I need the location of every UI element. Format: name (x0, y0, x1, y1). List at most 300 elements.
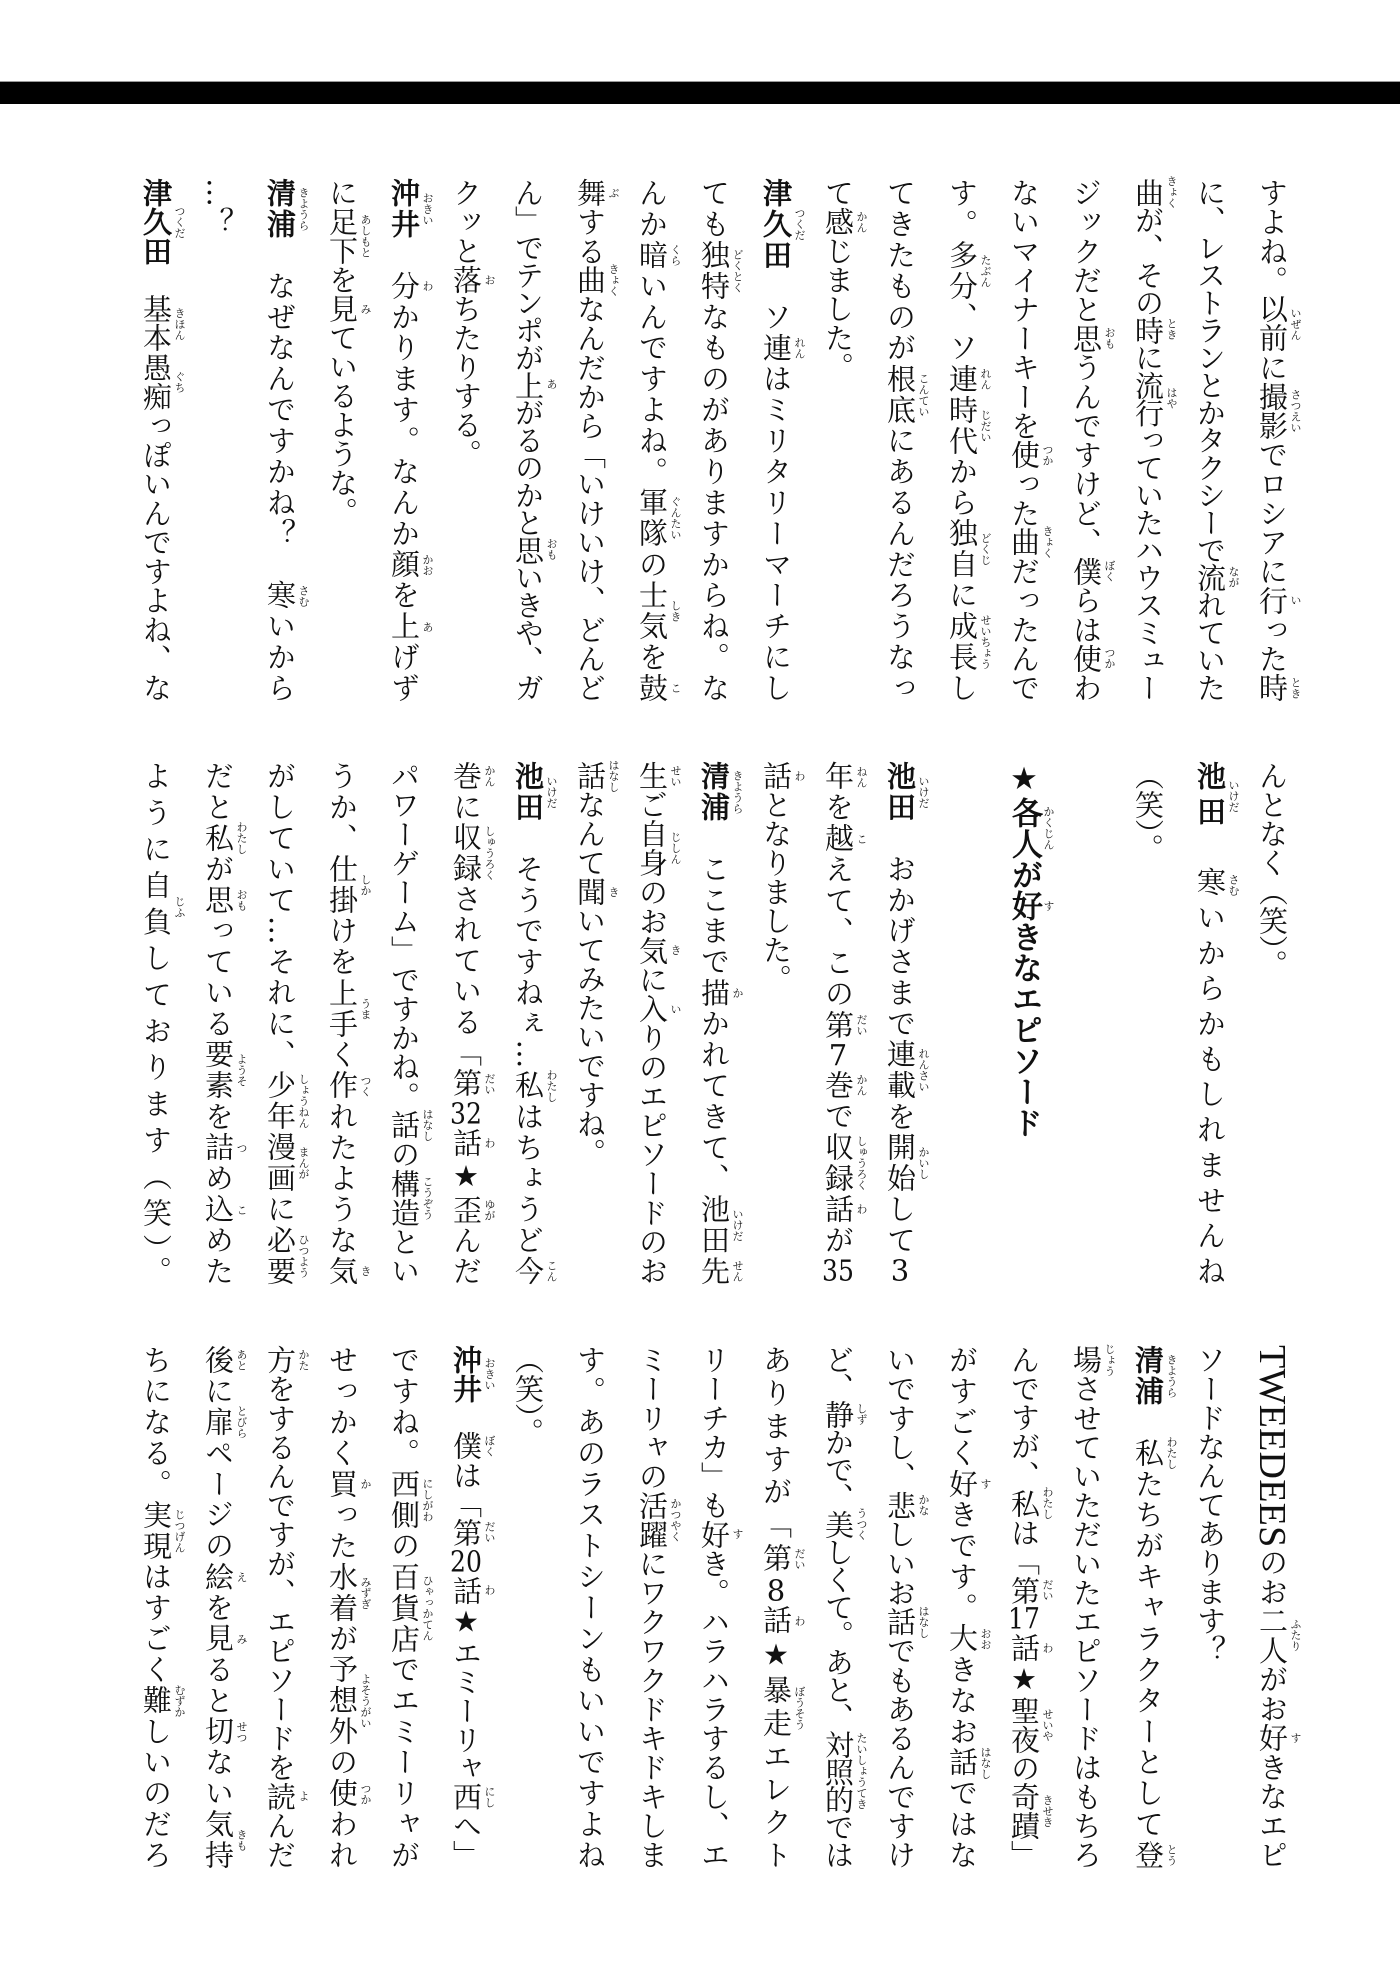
furigana: きようら (1165, 1353, 1178, 1398)
ruby-base: 話 (883, 1607, 917, 1637)
ruby-base: 話 (1007, 1633, 1041, 1663)
ruby-word (325, 977, 372, 1040)
line-content (883, 1345, 930, 1870)
text-line (1055, 178, 1117, 702)
ruby-word (449, 822, 496, 884)
furigana: ねん (855, 765, 868, 788)
ruby-base: 時 (1255, 673, 1289, 703)
text-run: ると (201, 1654, 235, 1717)
text-run: に (1131, 343, 1165, 371)
ruby-word (449, 1128, 496, 1159)
ruby-word (945, 1623, 992, 1655)
speaker-name (449, 1345, 496, 1403)
ruby-word (1007, 1695, 1054, 1754)
furigana: い (1289, 594, 1302, 606)
text-line (807, 178, 869, 702)
text-run: ありますが「 (759, 1345, 793, 1543)
text-run: っていたハウスミュー (1131, 425, 1165, 701)
text-run: はすごく (139, 1561, 173, 1686)
furigana: おお (979, 1627, 992, 1650)
text-line (621, 761, 683, 1285)
line-content (697, 761, 744, 1287)
text-run: うか、 (325, 761, 359, 854)
ruby-base: 上 (387, 611, 421, 643)
ruby-base: 津久田 (759, 178, 793, 271)
text-run: ここまで (697, 822, 731, 978)
text-run: ★ (1006, 761, 1042, 797)
ruby-word (821, 823, 868, 855)
furigana: ぼく (1103, 560, 1116, 583)
line-content (635, 178, 682, 704)
furigana: だい (483, 1072, 496, 1095)
furigana: とき (1165, 318, 1178, 341)
ruby-word (573, 759, 620, 792)
ruby-base: 連載 (883, 1039, 917, 1102)
ruby-word (449, 1782, 496, 1812)
ruby-base: 思 (201, 884, 235, 916)
ruby-base: 独自 (945, 518, 979, 581)
ruby-base: 曲 (1007, 527, 1041, 557)
ruby-base: 生 (635, 761, 669, 791)
upright-number: 32 (450, 1099, 482, 1129)
ruby-base: 水着 (325, 1561, 359, 1624)
text-run: った (1255, 614, 1289, 674)
ruby-base: 上 (511, 370, 545, 398)
ruby-base: 私 (1131, 1437, 1165, 1469)
line-content (821, 1345, 868, 1868)
text-run: しいお (883, 1519, 917, 1608)
text-run: する (573, 207, 607, 266)
line-content (821, 761, 868, 1286)
line-content (1193, 178, 1240, 701)
text-block-top (125, 175, 1303, 704)
text-run: わ (1069, 673, 1103, 703)
ruby-word (449, 1194, 496, 1226)
text-line (373, 178, 435, 702)
text-line (683, 178, 745, 702)
furigana: ひつよう (297, 1234, 310, 1278)
furigana: わ (483, 1137, 496, 1149)
ruby-base: 流 (1193, 563, 1227, 591)
ruby-word (821, 1069, 868, 1101)
furigana: み (359, 303, 372, 314)
ruby-word (511, 1069, 558, 1103)
line-content (697, 178, 744, 704)
text-run: を (325, 265, 359, 294)
furigana: どくじ (979, 532, 992, 566)
text-line (435, 178, 497, 702)
ruby-word (1131, 370, 1178, 426)
furigana: どくとく (731, 248, 744, 293)
text-run: ソードなんてあります？ (1193, 1345, 1227, 1664)
ruby-base: 実現 (139, 1499, 173, 1562)
text-line (683, 761, 745, 1285)
text-line (993, 1345, 1055, 1869)
text-line (807, 761, 869, 1285)
ruby-base: 構造 (387, 1168, 421, 1227)
ruby-base: 池田 (883, 761, 917, 823)
ruby-base: 沖井 (449, 1345, 483, 1403)
ruby-base: 連 (945, 363, 979, 395)
ruby-word (635, 994, 682, 1024)
ruby-base: 清浦 (697, 761, 731, 823)
line-content (1007, 1345, 1054, 1869)
ruby-base: 百貨店 (387, 1561, 421, 1655)
line-content (449, 1345, 496, 1869)
text-run: …？ (201, 178, 235, 236)
text-line (435, 761, 497, 1285)
text-run: きです。 (945, 1499, 979, 1624)
ruby-word (201, 884, 248, 916)
ruby-base: 池田 (511, 761, 545, 823)
ruby-base: 暗 (635, 239, 669, 271)
ruby-word (759, 1604, 806, 1638)
ruby-base: 収録 (449, 822, 483, 884)
text-run: ★ (759, 1637, 793, 1676)
ruby-base: 自身 (635, 819, 669, 878)
ruby-base: 必要 (263, 1225, 297, 1287)
text-run: んだ (263, 1810, 297, 1870)
ruby-base: 流行 (1131, 370, 1165, 426)
ruby-base: 池田 (1193, 761, 1227, 832)
ruby-base: 先 (697, 1256, 731, 1287)
ruby-base: 使 (1007, 440, 1041, 470)
ruby-word (201, 1345, 248, 1376)
furigana: しず (855, 1402, 868, 1425)
text-run: に (635, 964, 669, 994)
ruby-word (1255, 585, 1302, 615)
furigana: とう (1165, 1844, 1178, 1867)
furigana: つか (1041, 443, 1054, 466)
text-line (187, 761, 249, 1285)
text-run: を (883, 1101, 917, 1133)
text-line (869, 761, 931, 1285)
text-run: が (1006, 859, 1042, 890)
ruby-word (1255, 673, 1302, 703)
ruby-base: 見 (201, 1623, 235, 1655)
ruby-word (449, 265, 496, 294)
text-line (497, 1345, 559, 1869)
text-line (1179, 761, 1241, 1292)
line-content (1251, 1345, 1302, 1870)
text-line (1179, 178, 1241, 702)
furigana: ようそ (235, 1053, 248, 1087)
text-run: んだ (449, 1225, 483, 1287)
furigana: す (1042, 900, 1055, 911)
ruby-base: 成長 (945, 611, 979, 673)
text-line (497, 761, 559, 1285)
ruby-base: 話 (449, 1128, 483, 1159)
furigana: す (731, 1528, 744, 1540)
text-run: っている (201, 915, 235, 1040)
ruby-base: 根底 (883, 363, 917, 426)
ruby-word (1069, 556, 1116, 586)
furigana: かお (421, 553, 434, 576)
furigana: わ (855, 1203, 868, 1215)
furigana: いぜん (1289, 307, 1302, 341)
furigana: ぐち (173, 370, 186, 393)
ruby-base: 後 (201, 1345, 235, 1376)
text-line (869, 1345, 931, 1869)
ruby-word (697, 1256, 744, 1287)
ruby-word (821, 1400, 868, 1428)
ruby-word (201, 1623, 248, 1655)
ruby-word (635, 487, 682, 550)
text-run: いから (263, 611, 297, 704)
furigana: こ (855, 833, 868, 845)
ruby-word (511, 370, 558, 399)
ruby-word (387, 270, 434, 302)
furigana: ぶ (607, 187, 620, 199)
ruby-word (1006, 797, 1055, 859)
ruby-base: 曲 (573, 265, 607, 295)
text-run: めた (201, 1225, 235, 1287)
furigana: おきい (483, 1357, 496, 1391)
furigana: あと (235, 1349, 248, 1372)
ruby-base: 軍隊 (635, 487, 669, 550)
ruby-base: 暴走 (759, 1675, 793, 1742)
text-line (683, 1345, 745, 1869)
ruby-word (821, 1507, 868, 1541)
line-content (1193, 761, 1240, 1292)
line-content (139, 1345, 186, 1871)
ruby-word (573, 263, 620, 297)
text-run: ★ (1007, 1662, 1041, 1696)
furigana: れんさい (917, 1048, 930, 1093)
text-line (1117, 1345, 1179, 1869)
line-content (387, 761, 434, 1286)
line-content (759, 761, 806, 993)
ruby-base: 入 (635, 994, 669, 1024)
text-run: がしていて…それに、 (263, 761, 297, 1071)
ruby-base: 西 (449, 1782, 483, 1812)
furigana: ぼうそう (793, 1686, 806, 1731)
ruby-base: 好 (945, 1468, 979, 1500)
text-run: が (201, 853, 235, 885)
line-content (573, 178, 620, 703)
line-content (201, 1345, 248, 1871)
text-run: そうですねぇ… (511, 822, 545, 1071)
speaker-name (511, 761, 558, 823)
line-content (1131, 761, 1165, 863)
ruby-word (325, 1468, 372, 1500)
text-run: きなお (945, 1654, 979, 1748)
text-run: なぜなんですかね？ (263, 239, 297, 581)
ruby-base: 話 (945, 1747, 979, 1779)
text-run: を (635, 642, 669, 673)
text-run: しております（笑）。 (139, 942, 173, 1293)
ruby-word (1255, 1723, 1302, 1753)
ruby-word (263, 1132, 310, 1195)
text-run: ジックだと (1069, 178, 1103, 324)
furigana: かん (483, 765, 496, 788)
ruby-base: 奇蹟 (1007, 1782, 1041, 1840)
line-content (511, 178, 558, 701)
text-run: いですし、 (883, 1345, 917, 1491)
text-run: の (387, 1139, 421, 1169)
ruby-base: 好 (1255, 1723, 1289, 1753)
furigana: たぶん (979, 254, 992, 288)
line-content (325, 178, 372, 526)
furigana: しか (359, 873, 372, 896)
text-run: はちょうど (511, 1101, 545, 1256)
ruby-word (1255, 294, 1302, 353)
text-line (559, 761, 621, 1285)
furigana: きほん (173, 307, 186, 341)
text-line (311, 1345, 373, 1869)
text-run: ご (635, 790, 669, 820)
furigana: わ (1041, 1642, 1054, 1654)
ruby-base: 大 (945, 1623, 979, 1655)
ruby-base: 話 (759, 761, 793, 790)
ruby-base: 好 (1006, 890, 1042, 921)
furigana: いけだ (545, 775, 558, 809)
furigana: じしん (669, 831, 682, 865)
furigana: わたし (235, 821, 248, 855)
furigana: わ (793, 770, 806, 781)
ruby-word (1131, 1840, 1178, 1871)
text-run: じました。 (821, 236, 855, 381)
text-run: ているような。 (325, 323, 359, 526)
furigana: いけだ (731, 1208, 744, 1242)
line-content (201, 761, 248, 1287)
ruby-base: 僕 (1069, 556, 1103, 586)
ruby-word (759, 761, 806, 790)
ruby-word (697, 977, 744, 1009)
furigana: せいや (1041, 1708, 1054, 1742)
speaker-name (1131, 1345, 1178, 1407)
ruby-word (759, 1542, 806, 1576)
furigana: まんが (297, 1146, 310, 1180)
line-content (1131, 175, 1178, 701)
line-content (263, 761, 310, 1287)
furigana: つく (359, 1074, 372, 1097)
ruby-base: 対照的 (821, 1730, 855, 1813)
text-run: （笑）。 (511, 1345, 545, 1447)
furigana: にしがわ (421, 1477, 434, 1522)
ruby-word (139, 294, 186, 353)
furigana: とき (1289, 676, 1302, 699)
line-content (1255, 761, 1289, 979)
ruby-base: 見 (325, 294, 359, 323)
text-run: がるのかと (511, 398, 545, 536)
furigana: え (235, 1571, 248, 1583)
text-run: をするんですが、エピソードを (263, 1374, 297, 1782)
furigana: つくだ (793, 207, 806, 241)
line-content (1255, 178, 1302, 703)
line-content (573, 759, 620, 1167)
furigana: わたし (1165, 1436, 1178, 1470)
ruby-word (883, 1039, 930, 1102)
furigana: かな (917, 1494, 930, 1517)
text-run: に、レストランとかタクシーで (1193, 178, 1227, 563)
ruby-word (697, 239, 744, 302)
ruby-word (1255, 381, 1302, 441)
furigana: はなし (421, 1108, 434, 1142)
ruby-word (325, 1070, 372, 1102)
text-line (621, 1345, 683, 1869)
ruby-word (635, 1490, 682, 1549)
furigana: せいちょう (979, 614, 992, 670)
ruby-base: 上手 (325, 977, 359, 1040)
text-line (311, 761, 373, 1285)
line-content (883, 178, 930, 704)
furigana: こん (545, 1260, 558, 1283)
text-line (559, 1345, 621, 1869)
text-run: ですね。 (387, 1345, 421, 1469)
text-run: を (387, 580, 421, 612)
text-run: に (449, 791, 483, 823)
text-run: はミリタリーマーチにし (759, 363, 793, 704)
ruby-word (263, 1781, 310, 1811)
ruby-base: 沖井 (387, 178, 421, 240)
ruby-word (511, 535, 558, 564)
ruby-word (325, 1778, 372, 1810)
text-run: す。あのラストシーンもいいですよね (573, 1345, 607, 1871)
furigana: せん (731, 1260, 744, 1283)
ruby-base: 今 (511, 1256, 545, 1287)
text-line (745, 761, 807, 1285)
ruby-base: 時 (1131, 315, 1165, 343)
text-run: んですが、 (1007, 1345, 1041, 1490)
ruby-base: 第 (449, 1517, 483, 1547)
ruby-base: 開始 (883, 1132, 917, 1195)
speaker-name (263, 178, 310, 240)
ruby-word (201, 1561, 248, 1593)
furigana: はなし (979, 1746, 992, 1780)
text-line (373, 761, 435, 1285)
ruby-word (139, 870, 186, 943)
ruby-base: 時代 (945, 394, 979, 457)
furigana: れん (979, 368, 992, 391)
furigana: おも (545, 538, 558, 561)
text-run: 」 (1007, 1840, 1041, 1869)
furigana: つくだ (173, 205, 186, 239)
text-run: に (263, 1194, 297, 1226)
text-run: させていただいたエピソードはもちろ (1069, 1374, 1103, 1870)
ruby-word (1131, 1436, 1178, 1470)
text-line (621, 178, 683, 702)
ruby-base: 買 (325, 1468, 359, 1500)
text-run: が (821, 1225, 855, 1257)
furigana: はや (1165, 387, 1178, 409)
line-content (883, 761, 930, 1285)
text-run: かります。なんか (387, 301, 421, 550)
top-bar (0, 82, 1400, 104)
ruby-base: 悲 (883, 1490, 917, 1520)
ruby-word (821, 761, 868, 793)
text-run: すよね。 (1255, 178, 1289, 295)
text-run: った (1007, 469, 1041, 528)
text-run: てきたものが (883, 178, 917, 364)
text-line (807, 1345, 869, 1869)
line-content (1131, 1345, 1178, 1871)
text-run: しいのだろ (139, 1716, 173, 1871)
line-content (325, 761, 372, 1287)
ruby-word (387, 611, 434, 643)
furigana: あしもと (359, 214, 372, 258)
furigana: わたし (545, 1069, 558, 1103)
furigana: ゆが (483, 1198, 496, 1221)
text-run: に (945, 580, 979, 612)
furigana: こ (235, 1204, 248, 1216)
ruby-word (635, 673, 682, 704)
furigana: くら (669, 244, 682, 267)
ruby-word (883, 1605, 930, 1639)
text-run: けを (325, 915, 359, 978)
furigana: わ (421, 280, 434, 292)
furigana: つか (359, 1782, 372, 1805)
